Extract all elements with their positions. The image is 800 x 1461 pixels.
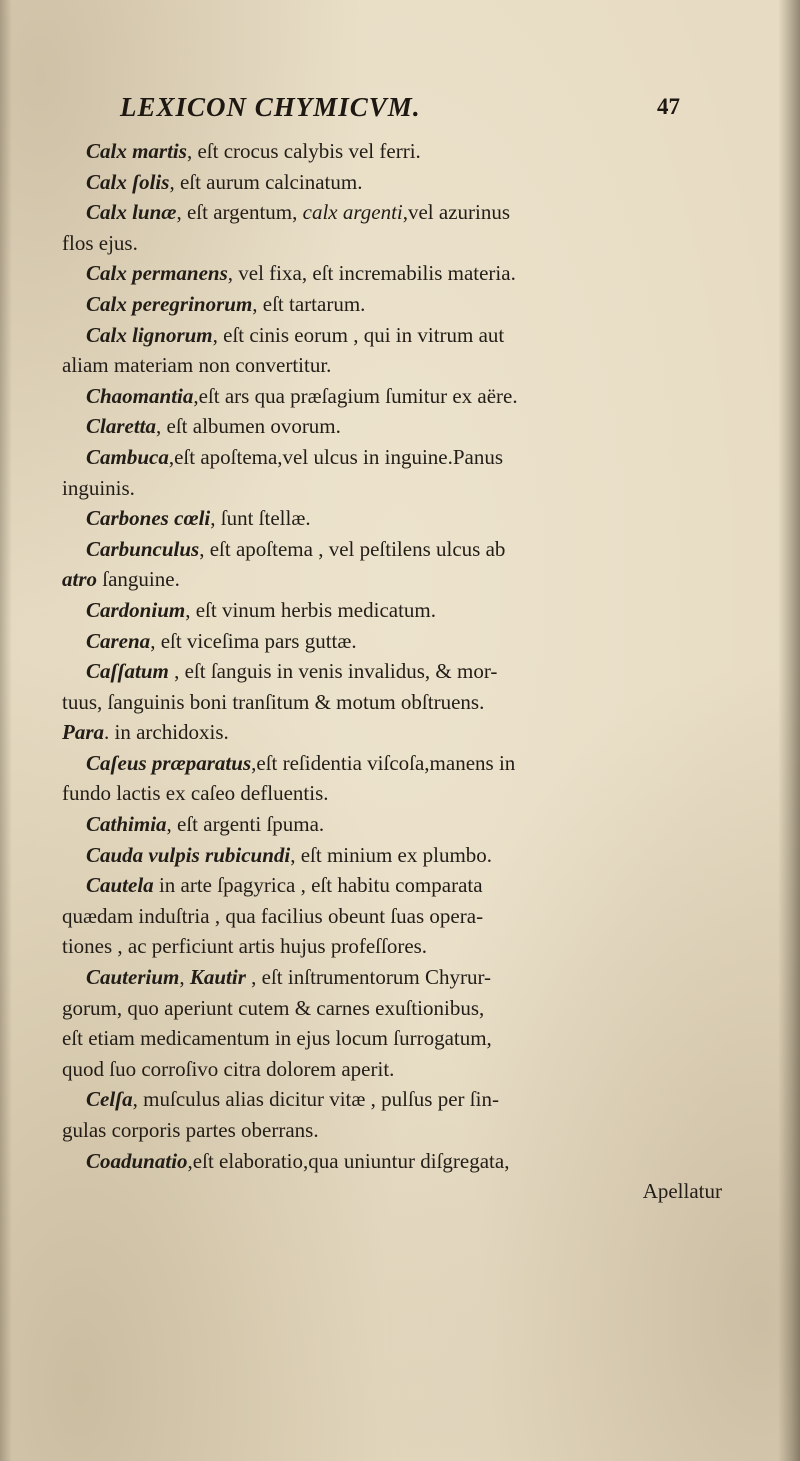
text-line [62, 350, 732, 381]
definition-text: ſanguine. [97, 567, 180, 592]
entry-term: Carbones cœli [86, 506, 211, 531]
entry-term: Calx lignorum [86, 322, 213, 347]
entry-term: Cauterium [86, 965, 180, 990]
definition-text: , eſt inſtrumentorum Chyrur- [245, 965, 492, 990]
definition-text: eſt etiam medicamentum in ejus locum ſurrogatum, [62, 1026, 492, 1051]
text-line [62, 717, 732, 748]
definition-text: , ſunt ſtellæ. [210, 506, 311, 531]
definition-text: , eſt crocus calybis vel ferri. [186, 139, 421, 163]
text-line [62, 320, 732, 351]
definition-text: aliam materiam non convertitur. [62, 353, 332, 378]
entry-term: Calx ſolis [86, 169, 170, 194]
definition-text: , muſculus alias dicitur vitæ , pulſus per ſin- [132, 1087, 499, 1112]
definition-text: ,eſt reſidentia viſcoſa,manens in [251, 750, 516, 775]
definition-text: , eſt tartarum. [252, 291, 366, 316]
definition-text: flos ejus. [62, 230, 138, 255]
text-line [62, 258, 732, 289]
definition-text: , eſt argenti ſpuma. [166, 812, 325, 837]
text-line [62, 656, 732, 687]
entry-term: Calx martis [86, 139, 187, 163]
definition-text: ,vel azurinus [402, 200, 511, 225]
text-line [62, 901, 732, 932]
definition-text: gorum, quo aperiunt cutem & carnes exuſtionibus, [62, 995, 485, 1020]
page-header [120, 92, 680, 132]
text-line [62, 136, 732, 167]
entry-term: Claretta [86, 414, 157, 439]
definition-text: ,eſt elaboratio,qua uniuntur diſgregata, [187, 1148, 510, 1173]
catchword-line [62, 1176, 732, 1207]
text-line [62, 289, 732, 320]
entry-term: Cathimia [86, 812, 167, 837]
entry-term: Carbunculus [86, 536, 200, 561]
entry-term: Carena [86, 628, 151, 653]
definition-text: , eſt argentum, [176, 200, 303, 225]
text-line [62, 564, 732, 595]
entry-term: Celſa [86, 1087, 133, 1112]
italic-term: calx argenti [302, 200, 403, 225]
text-line [62, 809, 732, 840]
text-line [62, 473, 732, 504]
text-line [62, 411, 732, 442]
entry-term: Calx peregrinorum [86, 291, 253, 316]
definition-text: , vel fixa, eſt incremabilis materia. [227, 261, 516, 286]
text-line [62, 167, 732, 198]
entry-term: Kautir [189, 965, 246, 990]
text-line [62, 748, 732, 779]
text-line [62, 993, 732, 1024]
text-line [62, 442, 732, 473]
definition-text: ,eſt ars qua præſagium ſumitur ex aëre. [193, 383, 518, 408]
entry-term: Calx permanens [86, 261, 228, 286]
text-line [62, 1146, 732, 1177]
entry-term: atro [62, 567, 98, 592]
definition-text: fundo lactis ex caſeo defluentis. [62, 781, 329, 806]
entry-term: Caſeus præparatus [86, 750, 252, 775]
body-text [62, 136, 732, 1207]
text-line [62, 778, 732, 809]
text-line [62, 1084, 732, 1115]
definition-text: quædam induſtria , qua facilius obeunt ſuas opera- [62, 903, 484, 928]
definition-text: , eſt albumen ovorum. [156, 414, 341, 439]
entry-term: Cauda vulpis rubicundi [86, 842, 291, 867]
entry-term: Chaomantia [86, 383, 194, 408]
entry-term: Cambuca [86, 444, 169, 469]
text-line [62, 228, 732, 259]
definition-text: , eſt viceſima pars guttæ. [150, 628, 357, 653]
text-line [62, 381, 732, 412]
definition-text: gulas corporis partes oberrans. [62, 1118, 319, 1142]
text-line [62, 687, 732, 718]
text-line [62, 840, 732, 871]
definition-text: tiones , ac perficiunt artis hujus profeſſores. [62, 934, 428, 959]
text-line [62, 931, 732, 962]
text-line [62, 595, 732, 626]
entry-term: Calx lunæ [86, 200, 177, 225]
text-line [62, 1023, 732, 1054]
definition-text: tuus, ſanguinis boni tranſitum & motum obſtruens. [62, 689, 485, 714]
running-head: LEXICON CHYMICVM. [120, 92, 421, 122]
definition-text: , eſt ſanguis in venis invalidus, & mor- [168, 659, 498, 684]
definition-text: , eſt cinis eorum , qui in vitrum aut [212, 322, 505, 347]
definition-text: , eſt vinum herbis medicatum. [185, 597, 436, 622]
definition-text: Apellatur [642, 1179, 722, 1204]
text-line [62, 503, 732, 534]
entry-term: Coadunatio [86, 1148, 188, 1173]
definition-text: , [179, 965, 190, 990]
entry-term: Para [62, 720, 104, 745]
definition-text: inguinis. [62, 475, 135, 500]
definition-text: , eſt minium ex plumbo. [290, 842, 493, 867]
page-edge-shadow-right [778, 0, 800, 1461]
definition-text: in arte ſpagyrica , eſt habitu comparata [153, 873, 483, 898]
text-line [62, 962, 732, 993]
definition-text: ,eſt apoſtema,vel ulcus in inguine.Panus [168, 444, 504, 469]
text-line [62, 1054, 732, 1085]
entry-term: Cautela [86, 873, 154, 898]
text-line [62, 197, 732, 228]
entry-term: Caſſatum [86, 659, 169, 684]
page-number: 47 [657, 94, 680, 119]
definition-text: quod ſuo corroſivo citra dolorem aperit. [62, 1056, 395, 1081]
entry-term: Cardonium [86, 597, 186, 622]
definition-text: . in archidoxis. [104, 720, 229, 745]
text-line [62, 626, 732, 657]
text-line [62, 1115, 732, 1146]
text-line [62, 534, 732, 565]
text-line [62, 870, 732, 901]
definition-text: , eſt apoſtema , vel peſtilens ulcus ab [199, 536, 506, 561]
definition-text: , eſt aurum calcinatum. [169, 169, 363, 194]
page-edge-shadow-left [0, 0, 12, 1461]
